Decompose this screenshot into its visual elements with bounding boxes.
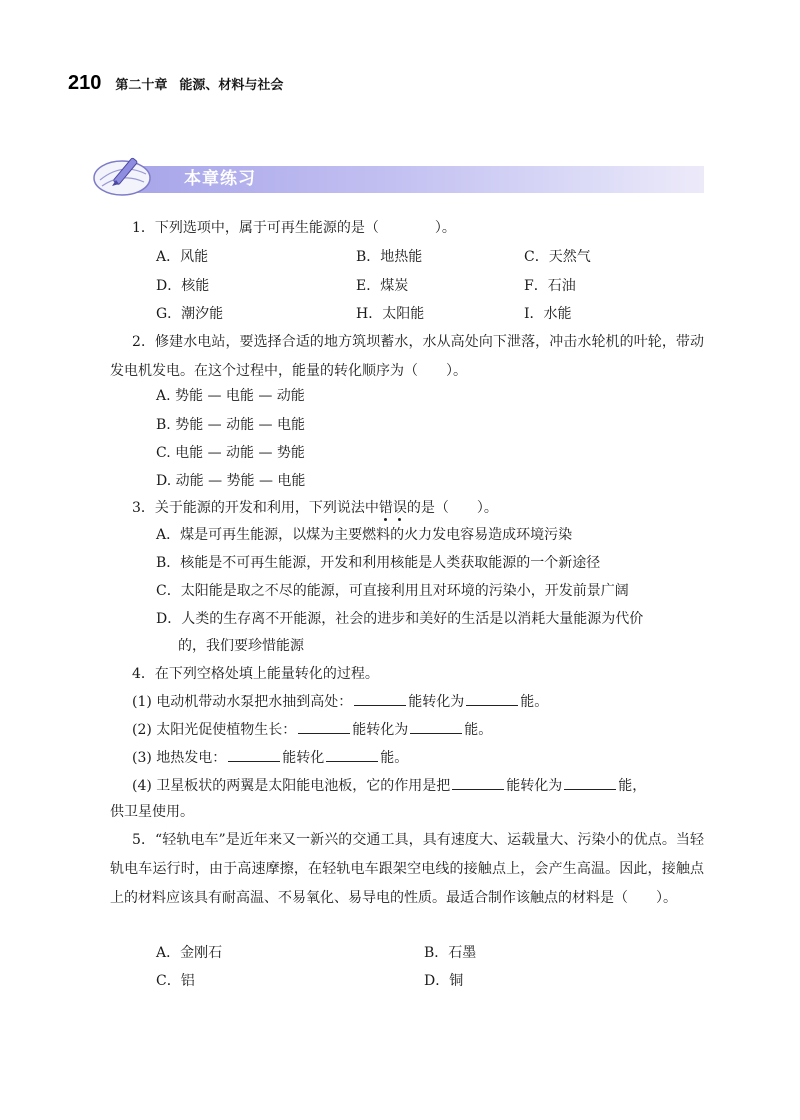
chapter-heading — [115, 74, 283, 93]
q3-emphasis-2: 误 — [392, 500, 407, 516]
q4-p2-mid: 能转化为 — [352, 722, 409, 738]
q4-p1-end: 能。 — [520, 694, 549, 710]
q1-stem: 1．下列选项中，属于可再生能源的是（ ）。 — [132, 220, 456, 236]
q4-p1-blank-1[interactable] — [354, 691, 406, 706]
q4-part-4 — [132, 775, 646, 796]
q2-stem-text: 2．修建水电站，要选择合适的地方筑坝蓄水，水从高处向下泄落，冲击水轮机的叶轮，带动发电机发电。在这个过程中，能量的转化顺序为（ ）。 — [110, 334, 704, 379]
q4-p4-text: (4) 卫星板状的两翼是太阳能电池板，它的作用是把 — [132, 778, 451, 794]
q4-p3-blank-2[interactable] — [326, 747, 378, 762]
q4-p3-end: 能。 — [380, 750, 409, 766]
q3-option-b: B．核能是不可再生能源，开发和利用核能是人类获取能源的一个新途径 — [156, 555, 601, 571]
q1-option-b: B．地热能 — [356, 249, 423, 265]
q3-stem-before: 3．关于能源的开发和利用，下列说法中 — [132, 500, 379, 516]
q2-stem — [110, 328, 704, 386]
q1-option-e: E．煤炭 — [356, 278, 409, 294]
section-banner — [92, 150, 704, 198]
q2-option-a: A. 势能 — 电能 — 动能 — [156, 388, 305, 404]
q2-option-d: D. 动能 — 势能 — 电能 — [156, 473, 306, 489]
q1-option-d: D．核能 — [156, 278, 210, 294]
banner-title: 本章练习 — [184, 169, 256, 189]
q3-option-d-cont: 的，我们要珍惜能源 — [178, 638, 304, 654]
q4-part-3 — [132, 747, 408, 768]
q1-option-c: C．天然气 — [524, 249, 591, 265]
q5-stem: 5．“轻轨电车”是近年来又一新兴的交通工具，具有速度大、运载量大、污染小的优点。当轻轨电车运行时，由于高速摩擦，在轻轨电车跟架空电线的接触点上，会产生高温。因此，接触点上的材料应该具有耐高温、不易氧化、易导电的性质。最适合制作该触点的材料是（ ）。 — [110, 832, 704, 906]
q4-p3-mid: 能转化 — [282, 750, 325, 766]
page-number: 210 — [68, 72, 102, 94]
q4-part-4-cont: 供卫星使用。 — [110, 804, 194, 820]
q1-option-f: F．石油 — [524, 278, 576, 294]
q4-p4-blank-1[interactable] — [452, 775, 504, 790]
q1-option-a: A．风能 — [156, 249, 209, 265]
q3-stem-after: 的是（ ）。 — [406, 500, 498, 516]
chapter-number: 第二十章 — [115, 78, 168, 93]
q4-p2-blank-1[interactable] — [298, 719, 350, 734]
q4-p2-end: 能。 — [464, 722, 493, 738]
q4-part-2 — [132, 719, 492, 740]
chapter-title: 能源、材料与社会 — [179, 78, 284, 93]
q1-option-g: G．潮汐能 — [156, 306, 224, 322]
q4-part-1 — [132, 691, 548, 712]
q1-option-h: H．太阳能 — [356, 306, 425, 322]
q4-p4-blank-2[interactable] — [564, 775, 616, 790]
q4-p3-blank-1[interactable] — [228, 747, 280, 762]
q4-p1-mid: 能转化为 — [408, 694, 465, 710]
q4-stem: 4．在下列空格处填上能量转化的过程。 — [132, 666, 379, 682]
q1-option-i: I．水能 — [524, 306, 572, 322]
q3-stem — [132, 498, 498, 518]
q5-option-a: A．金刚石 — [156, 945, 223, 961]
q4-p1-blank-2[interactable] — [466, 691, 518, 706]
q3-option-c: C．太阳能是取之不尽的能源，可直接利用且对环境的污染小，开发前景广阔 — [156, 583, 629, 599]
q5-option-b: B．石墨 — [424, 945, 477, 961]
q4-p3-text: (3) 地热发电： — [132, 750, 227, 766]
q4-p4-mid: 能转化为 — [506, 778, 563, 794]
q3-emphasis-1: 错 — [378, 500, 393, 516]
q2-option-c: C. 电能 — 动能 — 势能 — [156, 445, 305, 461]
q4-p2-text: (2) 太阳光促使植物生长： — [132, 722, 297, 738]
q3-option-d: D．人类的生存离不开能源，社会的进步和美好的生活是以消耗大量能源为代价 — [156, 611, 644, 627]
q4-p2-blank-2[interactable] — [410, 719, 462, 734]
q5-option-c: C．铝 — [156, 973, 195, 989]
page-header — [68, 72, 283, 96]
q4-p4-end: 能， — [618, 778, 647, 794]
q2-option-b: B. 势能 — 动能 — 电能 — [156, 417, 305, 433]
q5-option-d: D．铜 — [424, 973, 464, 989]
pen-paper-icon — [92, 150, 158, 198]
q3-option-a: A．煤是可再生能源，以煤为主要燃料的火力发电容易造成环境污染 — [156, 527, 573, 543]
q4-p1-text: (1) 电动机带动水泵把水抽到高处： — [132, 694, 353, 710]
